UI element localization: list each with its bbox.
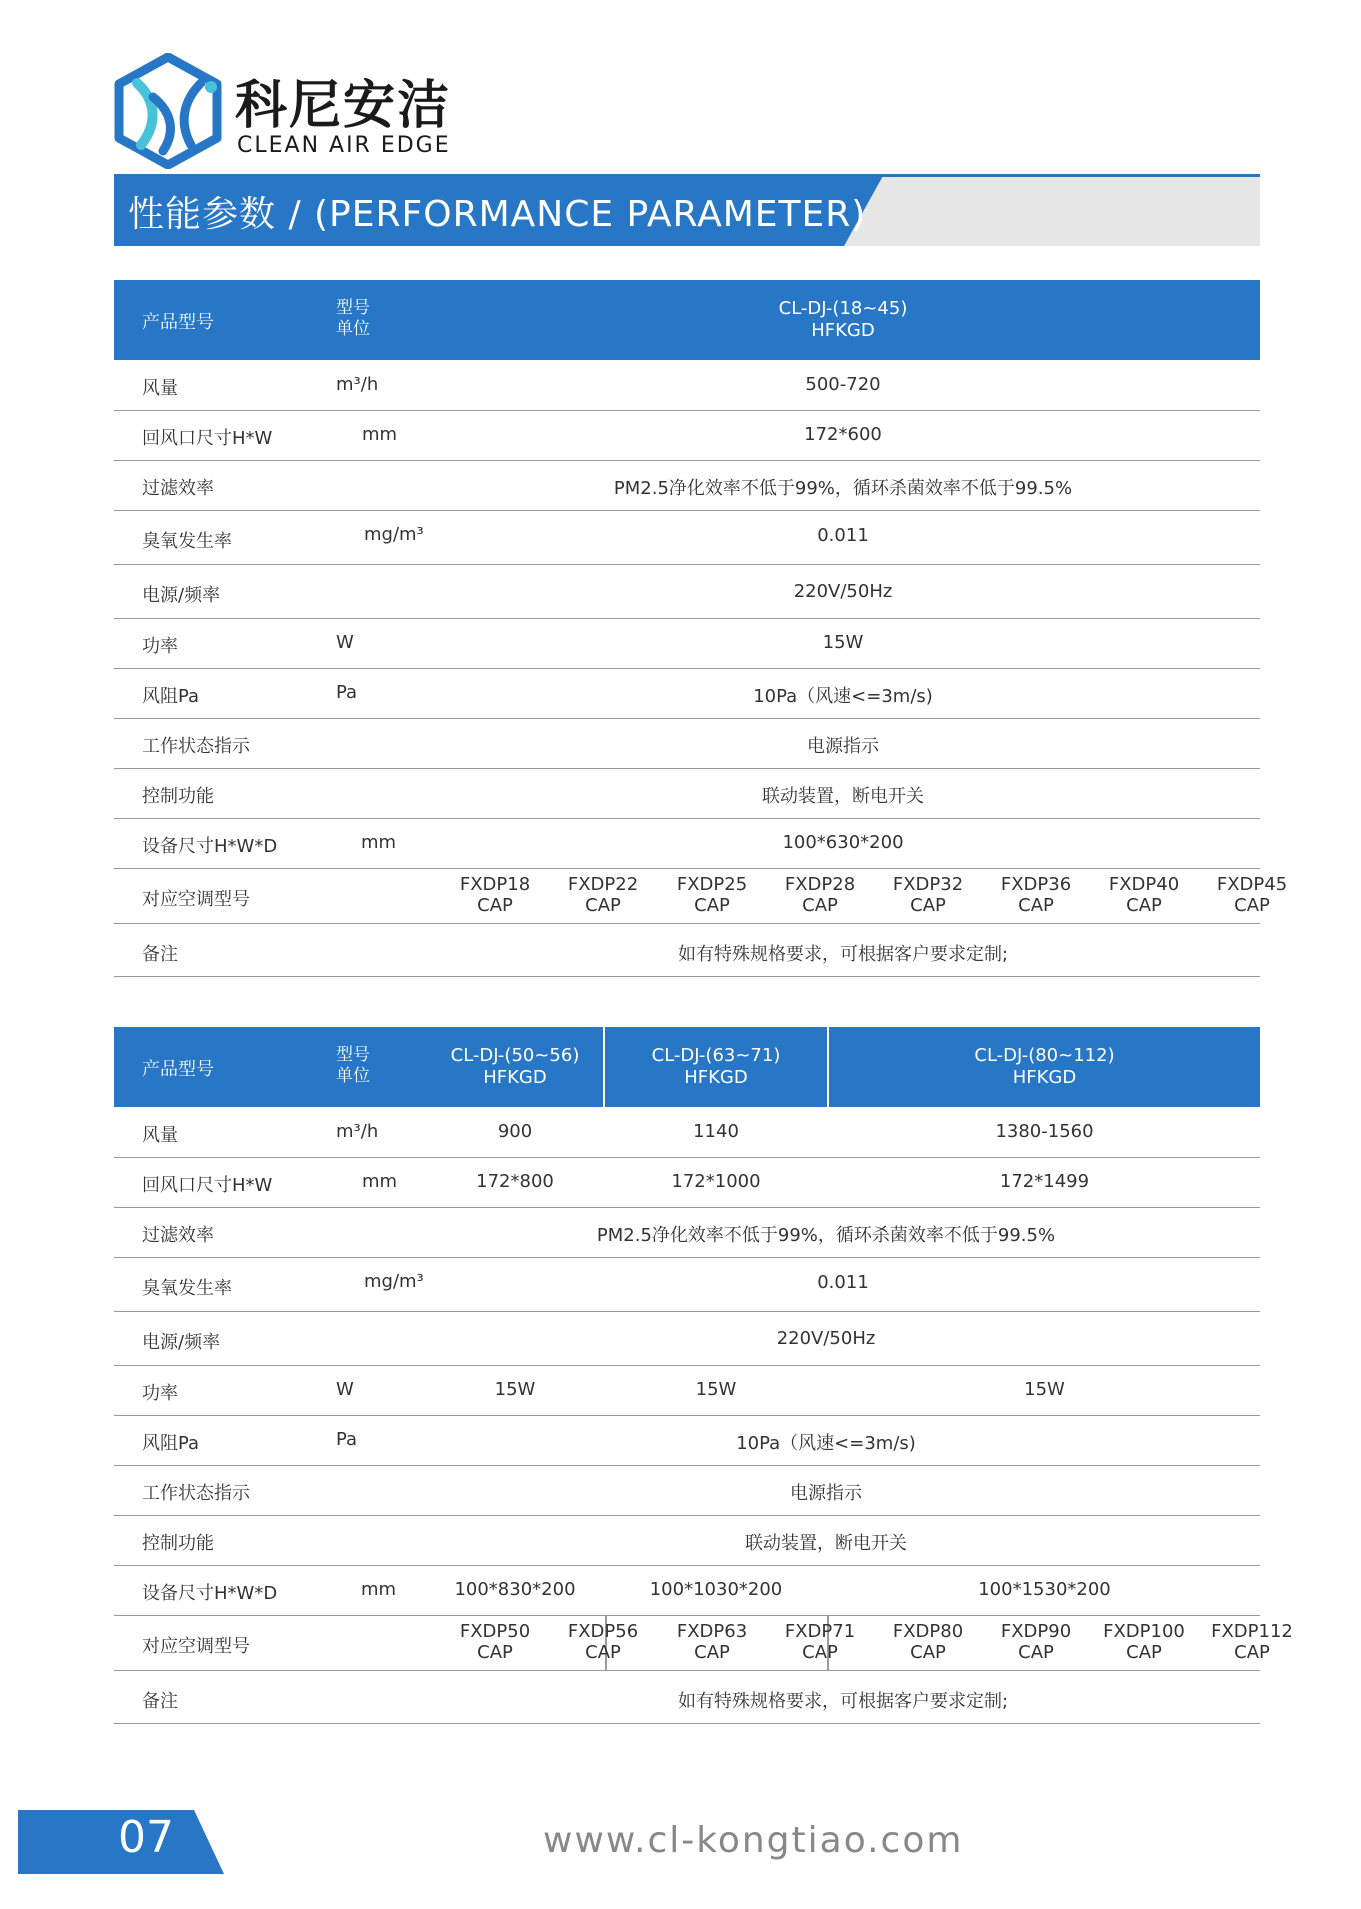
ac-model: FXDP100 CAP [1103, 1621, 1185, 1663]
header-model: CL-DJ-(50~56) HFKGD [450, 1045, 580, 1088]
section-title: 性能参数 / (PERFORMANCE PARAMETER) [128, 194, 867, 235]
ac-model: FXDP32 CAP [892, 874, 964, 916]
table-row: 回风口尺寸H*W mm 172*600 [114, 411, 1260, 461]
ac-model: FXDP36 CAP [1000, 874, 1072, 916]
table-row: 控制功能 联动装置，断电开关 [114, 769, 1260, 819]
table-row: 电源/频率 220V/50Hz [114, 565, 1260, 619]
table-row: 控制功能 联动装置，断电开关 [114, 1516, 1260, 1566]
table-header [114, 280, 1260, 360]
brand-logo [113, 53, 473, 169]
table-row: 风阻Pa Pa 10Pa（风速<=3m/s) [114, 669, 1260, 719]
table-row: 过滤效率 PM2.5净化效率不低于99%，循环杀菌效率不低于99.5% [114, 1208, 1260, 1258]
ac-model: FXDP18 CAP [459, 874, 531, 916]
ac-model: FXDP40 CAP [1108, 874, 1180, 916]
header-model: CL-DJ-(18~45) HFKGD [778, 298, 908, 341]
table-row: 臭氧发生率 mg/m³ 0.011 [114, 1258, 1260, 1312]
table-row: 风量 m³/h 500-720 [114, 360, 1260, 411]
table-row: 工作状态指示 电源指示 [114, 1466, 1260, 1516]
table-header [114, 1027, 1260, 1107]
ac-model: FXDP28 CAP [784, 874, 856, 916]
ac-model: FXDP90 CAP [1000, 1621, 1072, 1663]
ac-model: FXDP22 CAP [567, 874, 639, 916]
table-row: 工作状态指示 电源指示 [114, 719, 1260, 769]
table-row: 功率 W 15W [114, 619, 1260, 669]
table-row: 备注 如有特殊规格要求，可根据客户要求定制; [114, 924, 1260, 977]
table-row: 回风口尺寸H*W mm 172*800 172*1000 172*1499 [114, 1158, 1260, 1208]
ac-model: FXDP45 CAP [1216, 874, 1288, 916]
table-row: 设备尺寸H*W*D mm 100*630*200 [114, 819, 1260, 869]
spec-table-1 [114, 280, 1288, 980]
table-row: 风量 m³/h 900 1140 1380-1560 [114, 1107, 1260, 1158]
ac-model: FXDP25 CAP [676, 874, 748, 916]
table-row: 风阻Pa Pa 10Pa（风速<=3m/s) [114, 1416, 1260, 1466]
ac-model: FXDP71 CAP [784, 1621, 856, 1663]
ac-model: FXDP80 CAP [892, 1621, 964, 1663]
brand-name-en: CLEAN AIR EDGE [237, 133, 451, 158]
ac-model: FXDP112 CAP [1211, 1621, 1293, 1663]
ac-model: FXDP56 CAP [567, 1621, 639, 1663]
ac-model: FXDP63 CAP [676, 1621, 748, 1663]
website-link[interactable]: www.cl-kongtiao.com [543, 1820, 964, 1861]
header-model: CL-DJ-(80~112) HFKGD [974, 1045, 1115, 1088]
page-number: 07 [118, 1812, 174, 1863]
table-row: 臭氧发生率 mg/m³ 0.011 [114, 511, 1260, 565]
logo-mark-icon [113, 53, 223, 169]
ac-model: FXDP50 CAP [459, 1621, 531, 1663]
table-row: 对应空调型号 FXDP50 CAP FXDP56 CAP FXDP63 CAP FXDP71 CAP FXDP80 CAP FXDP90 CAP FXDP100 CAP FXDP112 CAP [114, 1616, 1260, 1671]
table-row: 备注 如有特殊规格要求，可根据客户要求定制; [114, 1671, 1260, 1724]
spec-table-2 [114, 1027, 1293, 1727]
table-row: 设备尺寸H*W*D mm 100*830*200 100*1030*200 100*1530*200 [114, 1566, 1260, 1616]
header-unit: 型号 单位 [336, 298, 370, 339]
table-row: 功率 W 15W 15W 15W [114, 1366, 1260, 1416]
header-label: 产品型号 [142, 312, 214, 333]
table-row: 电源/频率 220V/50Hz [114, 1312, 1260, 1366]
section-title-bar [114, 174, 1260, 246]
header-unit: 型号 单位 [336, 1045, 370, 1086]
table-row: 过滤效率 PM2.5净化效率不低于99%，循环杀菌效率不低于99.5% [114, 461, 1260, 511]
header-label: 产品型号 [142, 1059, 214, 1080]
table-row: 对应空调型号 FXDP18 CAP FXDP22 CAP FXDP25 CAP FXDP28 CAP FXDP32 CAP FXDP36 CAP FXDP40 CAP FXDP45 CAP [114, 869, 1260, 924]
brand-name-cn: 科尼安洁 [235, 76, 452, 136]
header-model: CL-DJ-(63~71) HFKGD [651, 1045, 781, 1088]
